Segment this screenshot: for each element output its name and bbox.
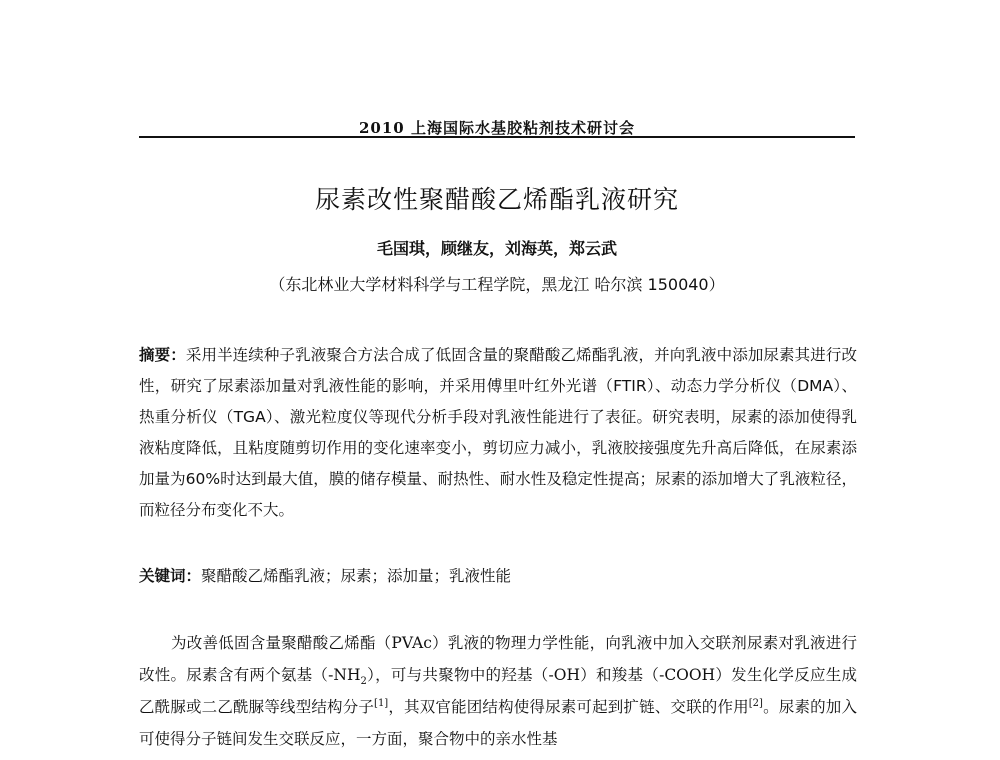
citation-ref[interactable]: [2] [748, 697, 763, 709]
subscript: 2 [360, 676, 367, 688]
abstract-text: 采用半连续种子乳液聚合方法合成了低固含量的聚醋酸乙烯酯乳液，并向乳液中添加尿素其进行改性，研究了尿素添加量对乳液性能的影响，并采用傅里叶红外光谱（FTIR）、动态力学分析仪（DMA）、热重分析仪（TGA）、激光粒度仪等现代分析手段对乳液性能进行了表征。研究表明，尿素的添加使得乳液粘度降低，且粘度随剪切作用的变化速率变小，剪切应力减小，乳液胶接强度先升高后降低，在尿素添加量为60%时达到最大值，膜的储存模量、耐热性、耐水性及稳定性提高；尿素的添加增大了乳液粒径，而粒径分布变化不大。 [139, 346, 857, 519]
paper-affiliation: （东北林业大学材料科学与工程学院，黑龙江 哈尔滨 150040） [269, 275, 725, 294]
paper-authors: 毛国琪，顾继友，刘海英，郑云武 [376, 239, 617, 258]
body-paragraph [139, 627, 857, 755]
keywords-label: 关键词： [139, 567, 202, 585]
abstract-label: 摘要： [139, 346, 186, 364]
body-text-part: ），可与共聚物中的羟基（-OH）和羧基（-COOH）发生化学反应生成乙酰脲或二乙酰脲等线型结构分子 [139, 666, 857, 716]
keywords [139, 561, 857, 592]
conference-header: 2010 上海国际水基胶粘剂技术研讨会 [359, 119, 635, 137]
body-text-part: 。尿素的加入可使得分子链间发生交联反应，一方面，聚合物中的亲水性基 [139, 698, 857, 748]
paper-title: 尿素改性聚醋酸乙烯酯乳液研究 [314, 185, 679, 214]
body-text-part: ，其双官能团结构使得尿素可起到扩链、交联的作用 [388, 698, 749, 716]
keywords-text: 聚醋酸乙烯酯乳液；尿素；添加量；乳液性能 [201, 567, 512, 585]
header-rule [139, 136, 855, 138]
citation-ref[interactable]: [1] [374, 697, 389, 709]
abstract [139, 340, 857, 526]
body-text-part: 为改善低固含量聚醋酸乙烯酯（PVAc）乳液的物理力学性能，向乳液中加入交联剂尿素对乳液进行改性。尿素含有两个氨基（-NH [139, 634, 857, 684]
